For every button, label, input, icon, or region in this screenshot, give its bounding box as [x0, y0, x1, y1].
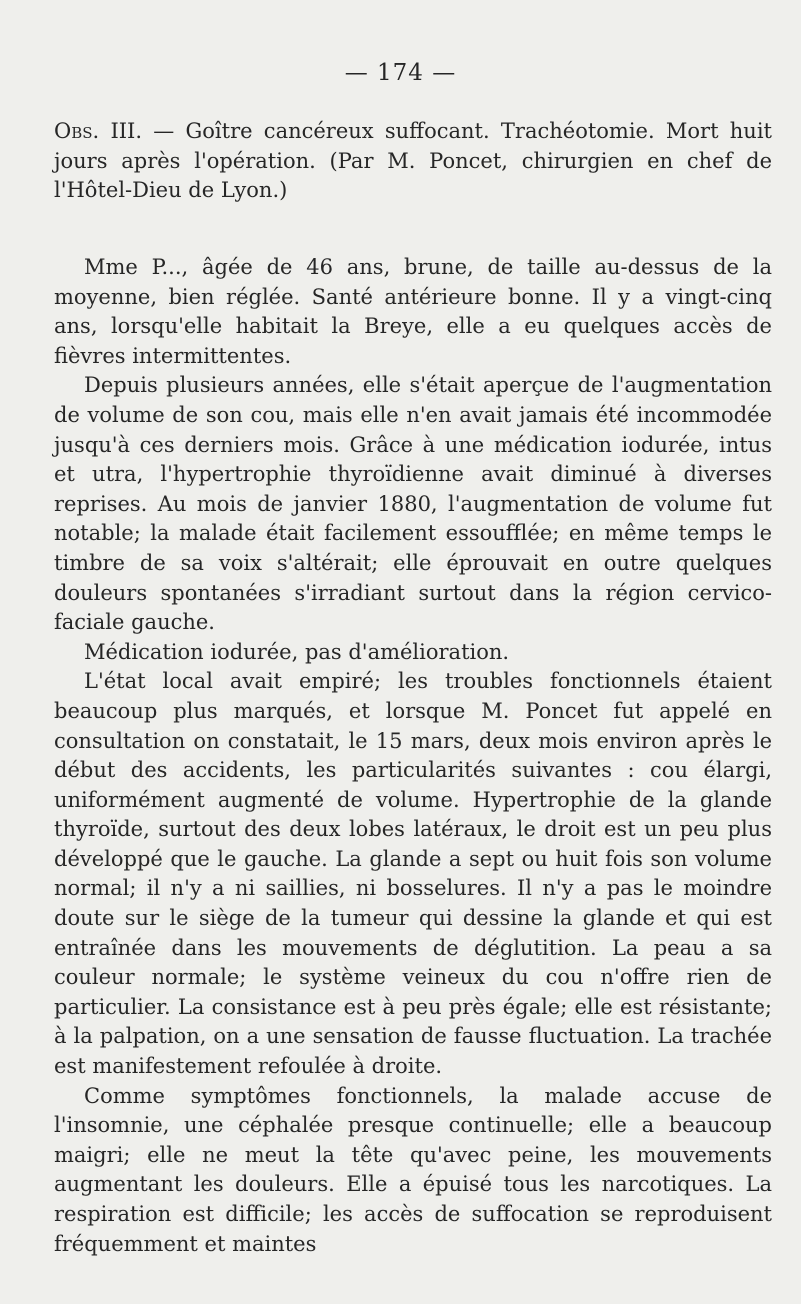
observation-label: Obs. III. [54, 119, 143, 143]
body-text [54, 253, 772, 1259]
paragraph-patient-history: Mme P..., âgée de 46 ans, brune, de taille au-dessus de la moyenne, bien réglée. Santé antérieure bonne. Il y a vingt-cinq ans, lorsqu'elle habitait la Breye, elle a eu quelques accès de fièvres intermittentes. [54, 255, 772, 368]
paragraph-medication: Médication iodurée, pas d'amélioration. [84, 639, 510, 664]
paragraph-functional-symptoms: Comme symptômes fonctionnels, la malade accuse de l'insomnie, une céphalée presque continuelle; elle a beaucoup maigri; elle ne meut la tête qu'avec peine, les mouvements augmentant les douleurs. Elle a épuisé tous les narcotiques. La respiration est difficile; les accès de suffocation se reproduisent fréquemment et maintes [54, 1083, 772, 1256]
observation-heading [54, 117, 772, 206]
paragraph-local-examination: L'état local avait empiré; les troubles fonctionnels étaient beaucoup plus marqués, et lorsque M. Poncet fut appelé en consultation on constatait, le 15 mars, deux mois environ après le début des accidents, les particularités suivantes : cou élargi, uniformément augmenté de volume. Hypertrophie de la glande thyroïde, surtout des deux lobes latéraux, le droit est un peu plus développé que le gauche. La glande a sept ou huit fois son volume normal; il n'y a ni saillies, ni bosselures. Il n'y a pas le moindre doute sur le siège de la tumeur qui dessine la glande et qui est entraînée dans les mouvements de déglutition. La peau a sa couleur normale; le système veineux du cou n'offre rien de particulier. La consistance est à peu près égale; elle est résistante; à la palpation, on a une sensation de fausse fluctuation. La trachée est manifestement refoulée à droite. [54, 669, 772, 1079]
observation-paragraph [54, 117, 772, 206]
paragraph-disease-progression: Depuis plusieurs années, elle s'était aperçue de l'augmentation de volume de son cou, mais elle n'en avait jamais été incommodée jusqu'à ces derniers mois. Grâce à une médication iodurée, intus et utra, l'hypertrophie thyroïdienne avait diminué à diverses reprises. Au mois de janvier 1880, l'augmentation de volume fut notable; la malade était facilement essoufflée; en même temps le timbre de sa voix s'altérait; elle éprouvait en outre quelques douleurs spontanées s'irradiant surtout dans la région cervico-faciale gauche. [54, 373, 772, 635]
page-number: — 174 — [344, 60, 457, 86]
observation-title: — Goître cancéreux suffocant. Trachéotomie. Mort huit jours après l'opération. (Par M. Poncet, chirurgien en chef de l'Hôtel-Dieu de Lyon.) [54, 119, 772, 203]
